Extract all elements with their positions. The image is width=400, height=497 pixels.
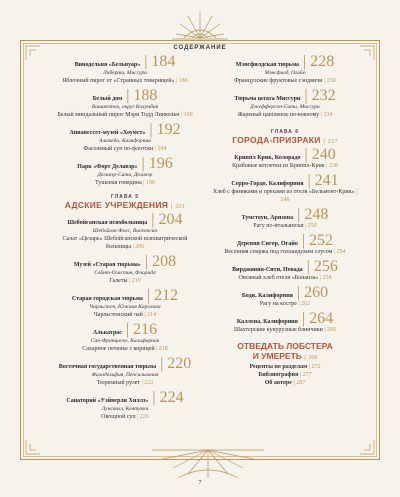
recipe-page: 218: [158, 346, 168, 352]
corner-ornament-bottom-right: [346, 426, 376, 456]
entry-page: 260: [304, 284, 329, 301]
recipe-title: Хлеб с финиками и орехами из отеля «Бельмонт-Крик»: [212, 189, 355, 195]
toc-entry[interactable]: Старая городская тюрьма | 212 Чарльстон, Южная Каролина Чарльстонский чай | 214: [50, 292, 200, 319]
recipe-page: 226: [139, 414, 149, 420]
entry-page: 192: [156, 121, 181, 138]
entry-title: Санаторий «Уэйверли Хиллз»: [66, 398, 149, 404]
back-matter-label: Об авторе: [264, 380, 292, 386]
entry-page: 232: [311, 87, 336, 104]
entry-title: Винодельня «Бельвуар»: [74, 62, 141, 68]
back-matter-item[interactable]: Библиография | 277: [258, 372, 312, 378]
toc-entry[interactable]: Деревня Сигор, Огайо | 252 Весенняя спаржа под голландским соусом | 254: [224, 232, 346, 255]
recipe-title: Жареный цыпленок по-южному: [237, 112, 320, 118]
entry-title: Серро-Гордо, Калифорния: [231, 181, 304, 187]
entry-title: Парк «Форт Делавэр»: [77, 164, 138, 170]
recipe-page: 186: [178, 78, 188, 84]
entry-location: Либерти, Миссури: [103, 70, 147, 76]
toc-entry[interactable]: Криппл Крик, Колорадо | 240 Крабовые котлетки из Криппл-Крик | 238: [232, 146, 338, 169]
recipe-page: 190: [183, 112, 193, 118]
chapter-title: ГОРОДА-ПРИЗРАКИ: [232, 135, 321, 145]
left-column: [50, 53, 200, 428]
entry-page: 264: [309, 310, 334, 327]
entry-page: 184: [151, 53, 176, 70]
entry-title: Музей «Старая тюрьма»: [73, 262, 141, 268]
entry-location: Сан-Франциско, Калифорния: [90, 338, 160, 344]
back-matter-label: Библиография: [258, 372, 299, 378]
toc-entry[interactable]: Вирджиния-Сити, Невада | 256 Овсяный хлеб отеля «Бонанза» | 258: [232, 258, 338, 281]
entry-page: 240: [311, 146, 336, 163]
chapter-page: 237: [327, 139, 338, 145]
recipe-title: Галеты: [109, 278, 128, 284]
toc-entry[interactable]: Винодельня «Бельвуар» | 184 Либерти, Миссури Яблочный пирог от «Странных товарищей» | 186: [50, 58, 200, 85]
final-chapter-heading[interactable]: ОТВЕДАТЬ ЛОБСТЕРА И УМЕРЕТЬ | 269: [210, 341, 360, 363]
chapter-label: ГЛАВА 5: [111, 194, 139, 200]
recipe-page: 238: [328, 163, 338, 169]
recipe-title: Сахарное печенье с корицей: [82, 346, 155, 352]
final-chapter-title-line2: И УМЕРЕТЬ: [252, 351, 302, 361]
entry-page: 196: [148, 155, 173, 172]
recipe-page: 194: [157, 146, 167, 152]
toc-entry[interactable]: Боди, Калифорния | 260 Рагу на костре | 262: [241, 284, 329, 307]
entry-page: 224: [159, 389, 184, 406]
entry-title: Каллена, Калифорния: [236, 319, 298, 325]
recipe-page: 258: [322, 275, 332, 281]
entry-title: Восточная государственная тюрьма: [58, 364, 157, 370]
toc-entry[interactable]: Каллена, Калифорния | 264 Шахтерские кукурузные блинчики | 266: [233, 310, 337, 333]
recipe-title: Шахтерские кукурузные блинчики: [233, 327, 323, 333]
toc-entry[interactable]: Музей «Старая тюрьма» | 208 Сейнт-Огастин, Флорида Галеты | 210: [50, 258, 200, 285]
entry-page: 228: [310, 53, 335, 70]
recipe-title: Яблочный пирог от «Странных товарищей»: [62, 78, 175, 84]
recipe-page: 230: [326, 78, 336, 84]
entry-title: Старая городская тюрьма: [71, 296, 143, 302]
entry-page: 208: [152, 253, 177, 270]
entry-title: Тумстоун, Аризона: [241, 215, 294, 221]
toc-entry[interactable]: Белый дом | 188 Вашингтон, округ Колумбия Белый миндальный пирог Мэри Тодд Линкольн | 190: [50, 92, 200, 119]
recipe-title: Рагу по-итальянски: [253, 223, 304, 229]
entry-page: 188: [133, 87, 158, 104]
entry-location: Мэнсфилд, Огайо: [264, 70, 306, 76]
recipe-title: Чарльстонский чай: [93, 312, 143, 318]
entry-title: Мэнсфилдская тюрьма: [235, 62, 300, 68]
toc-entry[interactable]: Парк «Форт Делавэр» | 196 Делавэр-Сити, Делавэр Тушеная говядина | 198: [50, 160, 200, 187]
recipe-page: 246: [280, 197, 290, 203]
entry-location: Шебойган Фолс, Висконсин: [92, 228, 158, 234]
entry-page: 204: [158, 211, 183, 228]
toc-entry[interactable]: Аннапессет-музей «Хоумст» | 192 Аламеда, Калифорния Фасолевый суп по-флотски | 194: [50, 126, 200, 153]
right-column: [210, 53, 360, 387]
entry-page: 256: [313, 258, 338, 275]
entry-page: 248: [304, 206, 329, 223]
recipe-title: Фасолевый суп по-флотски: [83, 146, 154, 152]
back-matter-item[interactable]: Рецепты по разделам | 272: [249, 364, 321, 370]
entry-page: 241: [314, 172, 339, 189]
toc-entry[interactable]: Санаторий «Уэйверли Хиллз» | 224 Луисвилл, Кентукки Овощной суп | 226: [50, 394, 200, 421]
recipe-title: Тюремный рулет: [96, 380, 140, 386]
back-matter-page: 272: [311, 364, 321, 370]
recipe-page: 210: [131, 278, 141, 284]
chapter-heading[interactable]: АДСКИЕ УЧРЕЖДЕНИЯ | 201: [64, 200, 186, 210]
entry-title: Алькатрас: [92, 330, 122, 336]
chapter-page: 201: [175, 204, 186, 210]
entry-page: 252: [309, 232, 334, 249]
entry-title: Вирджиния-Сити, Невада: [232, 267, 303, 273]
toc-entry[interactable]: Восточная государственная тюрьма | 220 Филадельфия, Пенсильвания Тюремный рулет | 222: [50, 360, 200, 387]
recipe-page: 214: [147, 312, 157, 318]
recipe-page: 262: [301, 301, 311, 307]
recipe-title: Салат «Цезарь» Шебойганской психиатрической больницы: [62, 236, 188, 250]
toc-entry[interactable]: Тюрьма штата Миссури | 232 Джефферсон-Сити, Миссури Жареный цыпленок по-южному | 234: [210, 92, 360, 119]
recipe-page: 206: [135, 244, 145, 250]
chapter-title: АДСКИЕ УЧРЕЖДЕНИЯ: [64, 200, 169, 210]
recipe-page: 234: [323, 112, 333, 118]
entry-location: Луисвилл, Кентукки: [101, 406, 149, 412]
final-chapter-title-line1: ОТВЕДАТЬ ЛОБСТЕРА: [237, 341, 333, 351]
entry-location: Вашингтон, округ Колумбия: [91, 104, 159, 110]
chapter-label: ГЛАВА 6: [271, 129, 299, 135]
recipe-title: Белый миндальный пирог Мэри Тодд Линкольн: [57, 112, 180, 118]
recipe-title: Овощной суп: [101, 414, 136, 420]
toc-entry[interactable]: Алькатрас | 216 Сан-Франциско, Калифорния Сахарное печенье с корицей | 218: [50, 326, 200, 353]
entry-title: Деревня Сигор, Огайо: [236, 241, 298, 247]
entry-title: Боди, Калифорния: [241, 293, 293, 299]
entry-page: 212: [154, 287, 179, 304]
recipe-title: Французские фруктовые сэндвичи: [234, 78, 323, 84]
toc-entry[interactable]: Мэнсфилдская тюрьма | 228 Мэнсфилд, Огайо Французские фруктовые сэндвичи | 230: [210, 58, 360, 85]
recipe-title: Тушеная говядина: [95, 180, 142, 186]
page-title: СОДЕРЖАНИЕ: [173, 45, 227, 51]
entry-title: Криппл Крик, Колорадо: [234, 155, 301, 161]
entry-title: Тюрьма штата Миссури: [234, 96, 301, 102]
recipe-page: 222: [144, 380, 154, 386]
recipe-page: 198: [145, 180, 155, 186]
back-matter-label: Рецепты по разделам: [249, 364, 308, 370]
recipe-page: 254: [336, 249, 346, 255]
back-matter-item[interactable]: Об авторе | 287: [264, 380, 306, 386]
recipe-title: Крабовые котлетки из Криппл-Крик: [232, 163, 325, 169]
entry-title: Шебойганская психбольница: [67, 220, 148, 226]
entry-location: Чарльстон, Южная Каролина: [89, 304, 161, 310]
toc-entry[interactable]: Серро-Гордо, Калифорния | 241 Хлеб с финиками и орехами из отеля «Бельмонт-Крик» | 246: [212, 172, 358, 203]
final-chapter-page: 269: [308, 355, 318, 361]
recipe-title: Овсяный хлеб отеля «Бонанза»: [238, 275, 319, 281]
entry-location: Джефферсон-Сити, Миссури: [250, 104, 320, 110]
back-matter-page: 287: [296, 380, 306, 386]
chapter-heading[interactable]: ГОРОДА-ПРИЗРАКИ | 237: [232, 135, 338, 145]
entry-title: Аннапессет-музей «Хоумст»: [69, 130, 146, 136]
recipe-title: Рагу на костре: [259, 301, 297, 307]
art-deco-fan-ornament: [170, 8, 230, 42]
entry-location: Аламеда, Калифорния: [99, 138, 151, 144]
entry-title: Белый дом: [92, 96, 123, 102]
entry-location: Филадельфия, Пенсильвания: [91, 372, 159, 378]
entry-page: 220: [167, 355, 192, 372]
entry-page: 216: [133, 321, 158, 338]
recipe-title: Весенняя спаржа под голландским соусом: [224, 249, 333, 255]
entry-location: Делавэр-Сити, Делавэр: [97, 172, 153, 178]
page-number: 7: [198, 480, 202, 486]
entry-location: Сейнт-Огастин, Флорида: [94, 270, 156, 276]
recipe-page: 266: [327, 327, 337, 333]
back-matter-page: 277: [302, 372, 312, 378]
toc-entry[interactable]: Тумстоун, Аризона | 248 Рагу по-итальянски | 250: [241, 206, 329, 229]
corner-ornament-bottom-left: [24, 426, 54, 456]
toc-entry[interactable]: Шебойганская психбольница | 204 Шебойган Фолс, Висконсин Салат «Цезарь» Шебойганской психиатрической больницы | 206: [50, 216, 200, 251]
recipe-page: 250: [307, 223, 317, 229]
art-deco-sunburst-ornament: [148, 444, 268, 484]
